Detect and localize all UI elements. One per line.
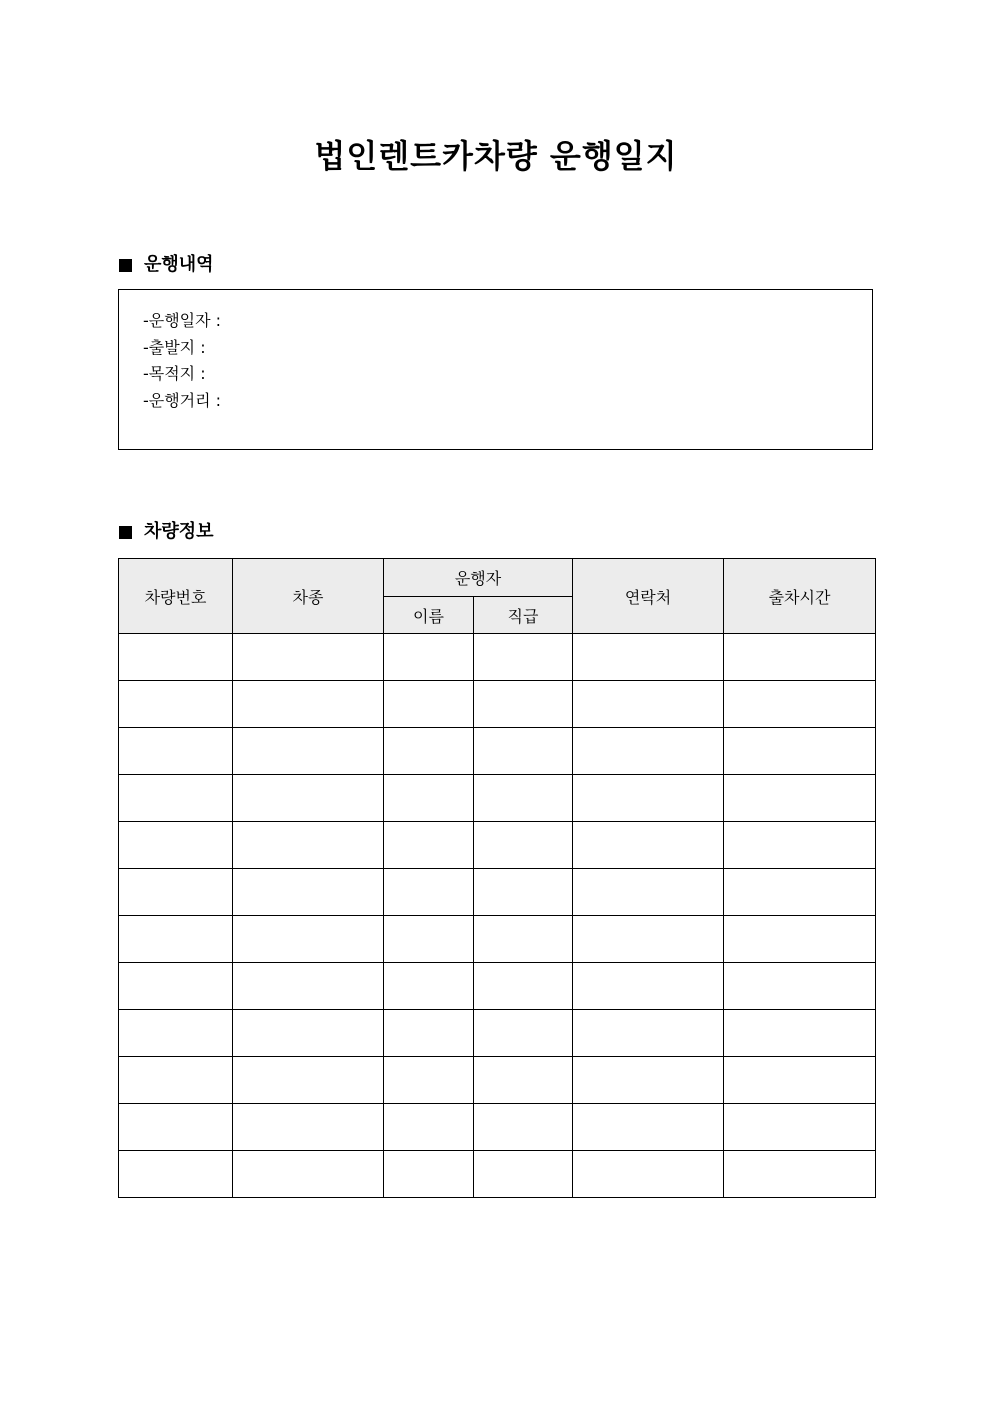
header-driver-rank: 직급	[474, 597, 573, 634]
table-cell[interactable]	[233, 1151, 384, 1198]
table-cell[interactable]	[474, 1104, 573, 1151]
square-bullet-icon	[119, 526, 132, 539]
table-cell[interactable]	[724, 681, 876, 728]
table-cell[interactable]	[474, 963, 573, 1010]
table-cell[interactable]	[384, 634, 474, 681]
table-row	[119, 1151, 876, 1198]
table-cell[interactable]	[384, 775, 474, 822]
table-cell[interactable]	[233, 1104, 384, 1151]
table-cell[interactable]	[233, 916, 384, 963]
table-cell[interactable]	[119, 634, 233, 681]
table-row	[119, 1010, 876, 1057]
table-row	[119, 634, 876, 681]
table-cell[interactable]	[724, 1057, 876, 1104]
table-cell[interactable]	[384, 1057, 474, 1104]
table-cell[interactable]	[233, 963, 384, 1010]
table-cell[interactable]	[474, 728, 573, 775]
table-row	[119, 728, 876, 775]
section-heading-vehicle-label: 차량정보	[144, 521, 214, 542]
header-contact: 연락처	[573, 559, 724, 634]
table-cell[interactable]	[474, 822, 573, 869]
header-driver-name: 이름	[384, 597, 474, 634]
table-cell[interactable]	[573, 963, 724, 1010]
table-cell[interactable]	[119, 822, 233, 869]
section-heading-operation-label: 운행내역	[144, 254, 214, 275]
table-cell[interactable]	[724, 822, 876, 869]
table-cell[interactable]	[724, 634, 876, 681]
table-cell[interactable]	[474, 869, 573, 916]
table-cell[interactable]	[233, 1057, 384, 1104]
table-cell[interactable]	[233, 1010, 384, 1057]
table-cell[interactable]	[384, 1010, 474, 1057]
table-cell[interactable]	[119, 963, 233, 1010]
table-cell[interactable]	[119, 916, 233, 963]
header-driver: 운행자	[384, 559, 573, 597]
table-cell[interactable]	[119, 1104, 233, 1151]
section-heading-operation	[119, 253, 214, 277]
table-row	[119, 1104, 876, 1151]
table-cell[interactable]	[573, 634, 724, 681]
table-cell[interactable]	[724, 1104, 876, 1151]
table-cell[interactable]	[384, 681, 474, 728]
field-departure: -출발지 :	[143, 338, 206, 357]
header-vehicle-type: 차종	[233, 559, 384, 634]
table-cell[interactable]	[384, 963, 474, 1010]
section-heading-vehicle	[119, 520, 214, 544]
table-body	[119, 634, 876, 1198]
table-cell[interactable]	[384, 869, 474, 916]
table-cell[interactable]	[384, 728, 474, 775]
table-cell[interactable]	[233, 728, 384, 775]
table-cell[interactable]	[384, 1151, 474, 1198]
table-cell[interactable]	[384, 916, 474, 963]
header-vehicle-number: 차량번호	[119, 559, 233, 634]
table-cell[interactable]	[573, 1151, 724, 1198]
table-cell[interactable]	[119, 728, 233, 775]
table-cell[interactable]	[474, 775, 573, 822]
table-row	[119, 1057, 876, 1104]
table-row	[119, 869, 876, 916]
field-destination: -목적지 :	[143, 364, 206, 383]
table-cell[interactable]	[573, 822, 724, 869]
table-cell[interactable]	[573, 681, 724, 728]
table-cell[interactable]	[474, 1151, 573, 1198]
table-cell[interactable]	[233, 822, 384, 869]
table-cell[interactable]	[384, 1104, 474, 1151]
vehicle-info-table	[118, 558, 876, 1198]
table-cell[interactable]	[233, 634, 384, 681]
table-row	[119, 775, 876, 822]
operation-details-box	[118, 289, 873, 450]
table-cell[interactable]	[573, 1010, 724, 1057]
table-cell[interactable]	[573, 1057, 724, 1104]
table-cell[interactable]	[724, 916, 876, 963]
table-row	[119, 963, 876, 1010]
table-cell[interactable]	[119, 681, 233, 728]
table-cell[interactable]	[724, 1010, 876, 1057]
table-cell[interactable]	[724, 963, 876, 1010]
field-operation-date: -운행일자 :	[143, 311, 222, 330]
table-cell[interactable]	[119, 1151, 233, 1198]
table-cell[interactable]	[724, 728, 876, 775]
table-cell[interactable]	[384, 822, 474, 869]
table-cell[interactable]	[474, 1010, 573, 1057]
table-cell[interactable]	[233, 869, 384, 916]
table-cell[interactable]	[724, 1151, 876, 1198]
table-cell[interactable]	[233, 775, 384, 822]
table-cell[interactable]	[474, 1057, 573, 1104]
table-row	[119, 916, 876, 963]
table-cell[interactable]	[573, 869, 724, 916]
table-cell[interactable]	[724, 775, 876, 822]
table-row	[119, 822, 876, 869]
table-cell[interactable]	[474, 681, 573, 728]
table-cell[interactable]	[119, 1010, 233, 1057]
table-row	[119, 681, 876, 728]
table-cell[interactable]	[233, 681, 384, 728]
header-departure-time: 출차시간	[724, 559, 876, 634]
table-cell[interactable]	[573, 775, 724, 822]
table-cell[interactable]	[573, 916, 724, 963]
table-cell[interactable]	[119, 869, 233, 916]
table-cell[interactable]	[474, 634, 573, 681]
table-cell[interactable]	[573, 1104, 724, 1151]
table-cell[interactable]	[573, 728, 724, 775]
square-bullet-icon	[119, 259, 132, 272]
table-cell[interactable]	[119, 775, 233, 822]
table-cell[interactable]	[724, 869, 876, 916]
table-cell[interactable]	[119, 1057, 233, 1104]
page-title: 법인렌트카차량 운행일지	[314, 137, 678, 175]
table-cell[interactable]	[474, 916, 573, 963]
field-distance: -운행거리 :	[143, 391, 222, 410]
